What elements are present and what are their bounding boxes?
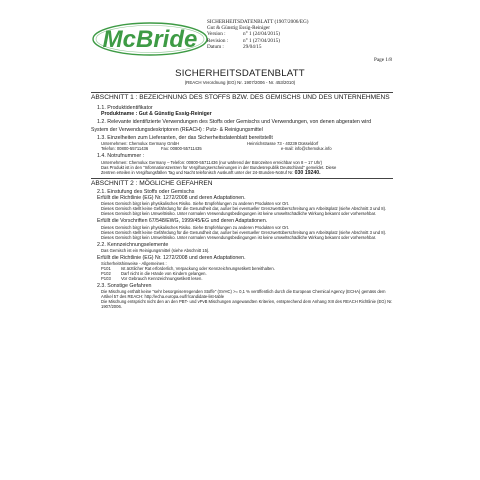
supplier-address: Heinrichstrasse 73 - 40239 Düsseldorf (247, 141, 319, 147)
p-statement-list (101, 266, 393, 281)
dpd-statement-1: Dieses Gemisch birgt kein physikalisches Risiko. Siehe Empfehlungen zu anderen Produkten vor Ort. (101, 224, 290, 230)
header-version: Version : n° 1 (24/04/2015) (207, 31, 280, 38)
emergency-line-2: Das Produkt ist in den "Informationszentren für Vergiftungserscheinungen in der Bundesrepublik Deutschland" gemeldet. Diese (101, 164, 337, 170)
clp-statement-3: Dieses Gemisch birgt kein Umweltrisiko. Unter normalen Verwendungsbedingungen ist keine umweltschädliche Wirkung bekannt oder vorhersehbar. (101, 211, 377, 217)
other-hazards-2: Die Mischung entspricht nicht den an den PBT- und vPvB Mischungen angewandten Kriterien, entsprechend dem Anhang XIII des REACH Richtlinie (EG) Nr. 1907/2006. (101, 299, 393, 310)
subsection-1-3: 1.3. Einzelheiten zum Lieferanten, der das Sicherheitsdatenblatt bereitstellt (97, 135, 273, 142)
dpd-statement-2: Dieses Gemisch stellt keine Gefährdung für die Gesundheit dar, außer bei eventueller Grenzwertüberschreitung am Arbeitsplatz (siehe Abschnitt 3 und 8). (101, 229, 387, 235)
subsection-2-2: 2.2. Kennzeichnungselemente (97, 241, 169, 248)
document-title: SICHERHEITSDATENBLATT (175, 68, 305, 79)
document-subtitle: (REACH Verordnung (EG) Nr. 1907/2006 - Nr. 453/2010) (184, 80, 296, 85)
subsection-1-2: 1.2. Relevante identifizierte Verwendungen des Stoffs oder Gemischs und Verwendungen, von denen abgeraten wird (97, 118, 372, 125)
clp-heading: Erfüllt die Richtlinie (EG) Nr. 1272/2008 und deren Adaptationen. (97, 195, 246, 202)
use-descriptor: System der Verwendungsdeskriptoren (REACH) : Putz- & Reinigungsmittel (91, 127, 263, 134)
dpd-heading: Erfüllt die Vorschriften 67/548/EWG, 1999/45/EG und deren Adaptationen. (97, 218, 268, 225)
supplier-block (101, 141, 393, 151)
logo-text: McBride (102, 26, 198, 53)
clp-heading-2: Erfüllt die Richtlinie (EG) Nr. 1272/2008 und deren Adaptationen. (97, 254, 246, 261)
p-statement: P101 Ist ärztlicher Rat erforderlich, Verpackung oder Kennzeichnungsetikett bereithalten. (101, 265, 275, 271)
supplier-email: e-mail: info@chemolux.info (281, 146, 332, 152)
supplier-name: Unternehmen: Chemolux Germany GmbH (101, 141, 180, 147)
safety-general-heading: Sicherheitshinweise - Allgemeines : (101, 260, 167, 266)
document-header (207, 19, 392, 63)
section-divider (91, 178, 393, 179)
p-statement: P102 Darf nicht in die Hände von Kindern gelangen. (101, 270, 207, 276)
clp-statement-1: Dieses Gemisch birgt kein physikalisches Risiko. Siehe Empfehlungen zu anderen Produkten vor Ort. (101, 201, 290, 207)
header-company: SICHERHEITSDATENBLATT (1907/2006/EG) (207, 19, 309, 25)
section-1-heading: ABSCHNITT 1 : BEZEICHNUNG DES STOFFS BZW. DES GEMISCHS UND DES UNTERNEHMENS (91, 94, 390, 101)
subsection-2-1: 2.1. Einstufung des Stoffs oder Gemischs (97, 189, 195, 196)
labelling-note: Das Gemisch ist ein Reinigungsmittel (siehe Abschnitt 15). (101, 247, 210, 253)
emergency-number: 030 19240. (294, 169, 321, 176)
clp-statement-2: Dieses Gemisch stellt keine Gefährdung für die Gesundheit dar, außer bei eventueller Grenzwertüberschreitung am Arbeitsplatz (siehe Abschnitt 3 und 8). (101, 206, 387, 212)
section-divider (91, 92, 393, 93)
subsection-1-1: 1.1. Produktidentifikator (97, 104, 153, 111)
header-date: Datum : 29/04/15 (207, 43, 262, 50)
product-name: Produktname : Gut & Günstig Essig-Reiniger (101, 110, 212, 117)
subsection-1-4: 1.4. Notrufnummer : (97, 153, 145, 160)
other-hazards-1: Die Mischung enthält keine "sehr besorgniserregenden Stoffe" (SVHC) >= 0,1 % veröffentlich durch die European Chemical Agency (ECHA) gemäss dem Artikel 57 des REACH: http://echa.europa.eu/fr/candidate-list-table (101, 289, 386, 300)
supplier-phone: Telefon: 00800-55711436 (101, 146, 149, 152)
document-body (91, 92, 393, 309)
dpd-statement-3: Dieses Gemisch birgt kein Umweltrisiko. Unter normalen Verwendungsbedingungen ist keine umweltschädliche Wirkung bekannt oder vorhersehbar. (101, 234, 377, 240)
emergency-line-1: Unternehmen: Chemolux Germany – Telefon: 00800-55711436 (nur während der Bürozeiten erreichbar von 8 – 17 Uhr) (101, 159, 322, 165)
page-number: Page 1/8 (373, 56, 392, 63)
header-product: Gut & Günstig Essig-Reiniger (207, 25, 270, 32)
supplier-fax: Fax: 00800-55711435 (161, 146, 202, 152)
section-2-heading: ABSCHNITT 2 : MÖGLICHE GEFAHREN (91, 179, 213, 187)
p-statement: P103 Vor Gebrauch Kennzeichnungsetikett lesen. (101, 275, 203, 281)
header-revision: Revision : n° 1 (27/04/2015) (207, 37, 280, 44)
emergency-line-3: Zentren erteilen in Vergiftungsfällen Tag und Nacht telefonisch Auskunft unter der 24-Stunden-Notruf Nr. 030 19240. (101, 169, 321, 176)
subsection-2-3: 2.3. Sonstige Gefahren (97, 282, 152, 289)
mcbride-logo (92, 22, 208, 56)
